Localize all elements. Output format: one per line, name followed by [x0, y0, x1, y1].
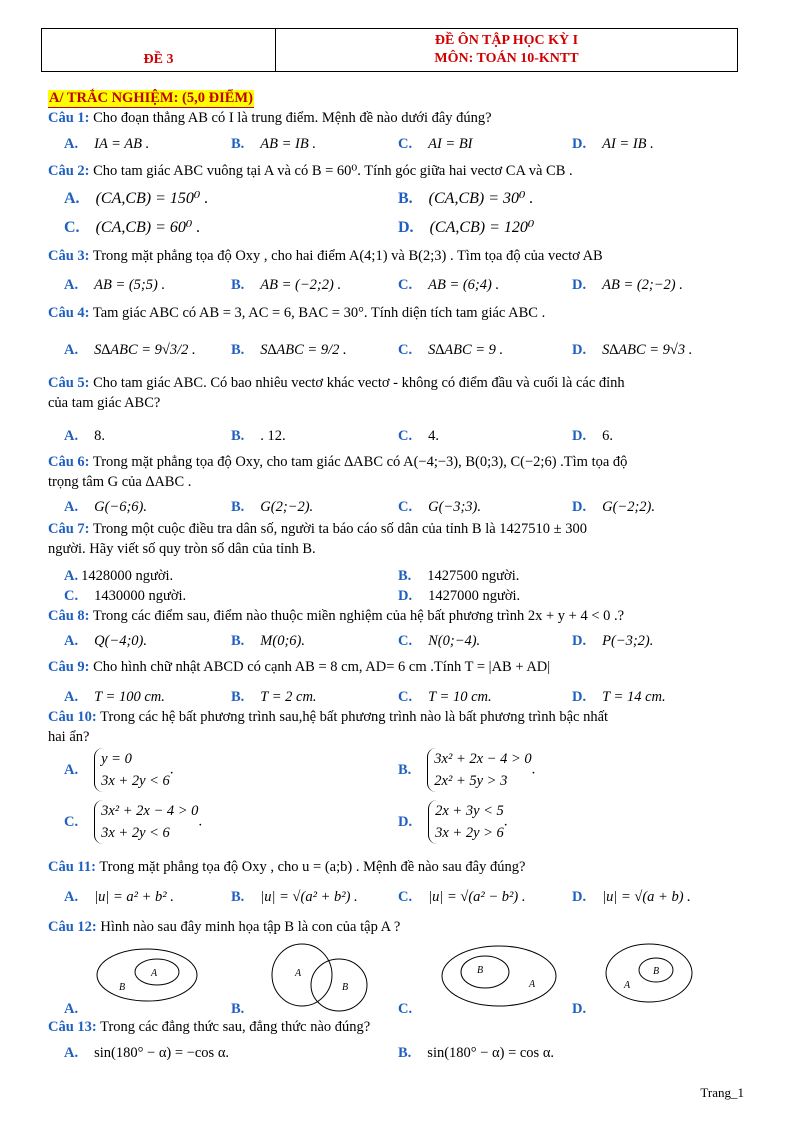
- venn-diagram-a: [95, 945, 205, 1005]
- q11-option-b[interactable]: B. |u| = √(a² + b²) .: [231, 889, 358, 905]
- svg-text:B: B: [653, 966, 660, 977]
- q9-option-a[interactable]: A. T = 100 cm.: [64, 689, 165, 705]
- q8-option-d[interactable]: D. P(−3;2).: [572, 633, 654, 649]
- question-9: Câu 9: Cho hình chữ nhật ABCD có cạnh AB = 8 cm, AD= 6 cm .Tính T = |AB + AD|: [48, 659, 551, 675]
- question-7: Câu 7: Trong một cuộc điều tra dân số, người ta báo cáo số dân của tỉnh B là 1427510 ± 300 người. Hãy viết số quy tròn số dân của tỉnh B.: [48, 521, 587, 557]
- q2-option-b[interactable]: B. (CA,CB) = 30⁰ .: [398, 190, 534, 207]
- q10-option-d[interactable]: D.2x + 3y < 5 3x + 2y > 6.: [398, 800, 507, 844]
- question-7-text2: người. Hãy viết số quy tròn số dân của tỉnh B.: [48, 541, 316, 557]
- q1-option-a[interactable]: A. IA = AB .: [64, 136, 150, 152]
- svg-text:B: B: [119, 982, 126, 993]
- venn-diagram-b: [262, 940, 372, 1015]
- question-4: Câu 4: Tam giác ABC có AB = 3, AC = 6, BAC = 30°. Tính diện tích tam giác ABC .: [48, 305, 546, 321]
- q11-option-a[interactable]: A. |u| = a² + b² .: [64, 889, 174, 905]
- q7-option-a[interactable]: A. 1428000 người.: [64, 568, 174, 584]
- question-10-text2: hai ẩn?: [48, 729, 90, 745]
- q8-option-a[interactable]: A. Q(−4;0).: [64, 633, 147, 649]
- q5-option-c[interactable]: C. 4.: [398, 428, 439, 444]
- question-10: Câu 10: Trong các hệ bất phương trình sau,hệ bất phương trình nào là bất phương trình bậc nhất hai ẩn?: [48, 709, 609, 745]
- venn-diagram-c: [437, 940, 567, 1010]
- q6-option-b[interactable]: B. G(2;−2).: [231, 499, 314, 515]
- q11-option-d[interactable]: D. |u| = √(a + b) .: [572, 889, 691, 905]
- exam-title-line2: MÔN: TOÁN 10-KNTT: [434, 51, 579, 66]
- question-3-text: Trong mặt phẳng tọa độ Oxy , cho hai điểm A(4;1) và B(2;3) . Tìm tọa độ của vectơ AB: [92, 248, 603, 264]
- q5-option-a[interactable]: A. 8.: [64, 428, 105, 444]
- q3-option-b[interactable]: B. AB = (−2;2) .: [231, 277, 342, 293]
- q1-option-d[interactable]: D. AI = IB .: [572, 136, 654, 152]
- q2-option-c[interactable]: C. (CA,CB) = 60⁰ .: [64, 219, 201, 236]
- q13-option-b[interactable]: B. sin(180° − α) = cos α.: [398, 1045, 555, 1061]
- page-footer: Trang_1: [700, 1085, 744, 1100]
- question-4-text: Tam giác ABC có AB = 3, AC = 6, BAC = 30°. Tính diện tích tam giác ABC .: [92, 305, 546, 321]
- q8-option-c[interactable]: C. N(0;−4).: [398, 633, 481, 649]
- q7-option-b[interactable]: B. 1427500 người.: [398, 568, 520, 584]
- q6-option-d[interactable]: D. G(−2;2).: [572, 499, 655, 515]
- q1-option-c[interactable]: C. AI = BI: [398, 136, 473, 152]
- question-1: Câu 1: Cho đoạn thẳng AB có I là trung điểm. Mệnh đề nào dưới đây đúng?: [48, 110, 492, 126]
- exam-title: [276, 29, 737, 71]
- question-8: Câu 8: Trong các điểm sau, điểm nào thuộc miền nghiệm của hệ bất phương trình 2x + y + 4 < 0 .?: [48, 608, 625, 624]
- q12-option-b[interactable]: B.: [231, 1001, 245, 1017]
- question-10-text: Trong các hệ bất phương trình sau,hệ bất phương trình nào là bất phương trình bậc nhất: [100, 709, 609, 725]
- question-2: Câu 2: Cho tam giác ABC vuông tại A và có B = 60⁰. Tính góc giữa hai vectơ CA và CB .: [48, 163, 573, 179]
- question-5: Câu 5: Cho tam giác ABC. Có bao nhiêu vectơ khác vectơ - không có điểm đầu và cuối là các đỉnh của tam giác ABC?: [48, 375, 625, 411]
- q10-option-a[interactable]: A.y = 0 3x + 2y < 6.: [64, 748, 173, 792]
- q7-option-d[interactable]: D. 1427000 người.: [398, 588, 521, 604]
- q8-option-b[interactable]: B. M(0;6).: [231, 633, 305, 649]
- q3-option-c[interactable]: C. AB = (6;4) .: [398, 277, 500, 293]
- question-3: Câu 3: Trong mặt phẳng tọa độ Oxy , cho hai điểm A(4;1) và B(2;3) . Tìm tọa độ của vectơ AB: [48, 248, 603, 264]
- q12-option-a[interactable]: A.: [64, 1001, 79, 1017]
- question-5-text2: của tam giác ABC?: [48, 395, 161, 411]
- q12-option-d[interactable]: D.: [572, 1001, 587, 1017]
- q4-option-a[interactable]: A. S∆ABC = 9√3/2 .: [64, 342, 196, 358]
- exam-code: ĐỀ 3: [42, 29, 276, 71]
- exam-title-line1: ĐỀ ÔN TẬP HỌC KỲ I: [434, 33, 579, 48]
- question-13: Câu 13: Trong các đẳng thức sau, đẳng thức nào đúng?: [48, 1019, 371, 1035]
- question-6: Câu 6: Trong mặt phẳng tọa độ Oxy, cho tam giác ∆ABC có A(−4;−3), B(0;3), C(−2;6) .Tìm tọa độ trọng tâm G của ∆ABC .: [48, 454, 628, 490]
- q10-option-c[interactable]: C.3x² + 2x − 4 > 0 3x + 2y < 6.: [64, 800, 202, 844]
- q11-option-c[interactable]: C. |u| = √(a² − b²) .: [398, 889, 526, 905]
- q5-option-d[interactable]: D. 6.: [572, 428, 613, 444]
- section-heading: A/ TRẮC NGHIỆM: (5,0 ĐIỂM): [49, 90, 253, 106]
- question-1-text: Cho đoạn thẳng AB có I là trung điểm. Mệnh đề nào dưới đây đúng?: [93, 110, 492, 126]
- q10-option-b[interactable]: B.3x² + 2x − 4 > 0 2x² + 5y > 3.: [398, 748, 535, 792]
- question-6-text: Trong mặt phẳng tọa độ Oxy, cho tam giác ∆ABC có A(−4;−3), B(0;3), C(−2;6) .Tìm tọa độ: [92, 454, 628, 470]
- svg-text:B: B: [477, 965, 484, 976]
- q2-option-d[interactable]: D. (CA,CB) = 120⁰: [398, 219, 535, 236]
- svg-text:B: B: [342, 982, 349, 993]
- svg-text:A: A: [624, 980, 631, 991]
- venn-diagram-d: [603, 940, 703, 1008]
- q9-option-d[interactable]: D. T = 14 cm.: [572, 689, 666, 705]
- q5-option-b[interactable]: B. . 12.: [231, 428, 286, 444]
- question-6-text2: trọng tâm G của ∆ABC .: [48, 474, 192, 490]
- q1-option-b[interactable]: B. AB = IB .: [231, 136, 316, 152]
- svg-text:A: A: [295, 968, 302, 979]
- q7-option-c[interactable]: C. 1430000 người.: [64, 588, 187, 604]
- q9-option-c[interactable]: C. T = 10 cm.: [398, 689, 492, 705]
- q4-option-b[interactable]: B. S∆ABC = 9/2 .: [231, 342, 347, 358]
- question-11-text: Trong mặt phẳng tọa độ Oxy , cho u = (a;b) . Mệnh đề nào sau đây đúng?: [99, 859, 526, 875]
- question-12-text: Hình nào sau đây minh họa tập B là con của tập A ?: [100, 919, 401, 935]
- svg-text:A: A: [529, 979, 536, 990]
- q6-option-a[interactable]: A. G(−6;6).: [64, 499, 147, 515]
- question-5-text: Cho tam giác ABC. Có bao nhiêu vectơ khác vectơ - không có điểm đầu và cuối là các đỉnh: [93, 375, 625, 391]
- q3-option-d[interactable]: D. AB = (2;−2) .: [572, 277, 683, 293]
- q4-option-d[interactable]: D. S∆ABC = 9√3 .: [572, 342, 693, 358]
- q2-option-a[interactable]: A. (CA,CB) = 150⁰ .: [64, 190, 209, 207]
- question-13-text: Trong các đẳng thức sau, đẳng thức nào đúng?: [100, 1019, 371, 1035]
- svg-text:A: A: [151, 968, 158, 979]
- question-8-text: Trong các điểm sau, điểm nào thuộc miền nghiệm của hệ bất phương trình 2x + y + 4 < 0 .?: [92, 608, 625, 624]
- q6-option-c[interactable]: C. G(−3;3).: [398, 499, 481, 515]
- question-12: Câu 12: Hình nào sau đây minh họa tập B là con của tập A ?: [48, 919, 401, 935]
- question-11: Câu 11: Trong mặt phẳng tọa độ Oxy , cho u = (a;b) . Mệnh đề nào sau đây đúng?: [48, 859, 526, 875]
- question-9-text: Cho hình chữ nhật ABCD có cạnh AB = 8 cm, AD= 6 cm .Tính T = |AB + AD|: [93, 659, 551, 675]
- q3-option-a[interactable]: A. AB = (5;5) .: [64, 277, 166, 293]
- q4-option-c[interactable]: C. S∆ABC = 9 .: [398, 342, 504, 358]
- question-2-text: Cho tam giác ABC vuông tại A và có B = 60⁰. Tính góc giữa hai vectơ CA và CB .: [93, 163, 573, 179]
- question-7-text: Trong một cuộc điều tra dân số, người ta báo cáo số dân của tỉnh B là 1427510 ± 300: [92, 521, 587, 537]
- q9-option-b[interactable]: B. T = 2 cm.: [231, 689, 317, 705]
- q13-option-a[interactable]: A. sin(180° − α) = −cos α.: [64, 1045, 230, 1061]
- q12-option-c[interactable]: C.: [398, 1001, 413, 1017]
- exam-header: [41, 28, 738, 72]
